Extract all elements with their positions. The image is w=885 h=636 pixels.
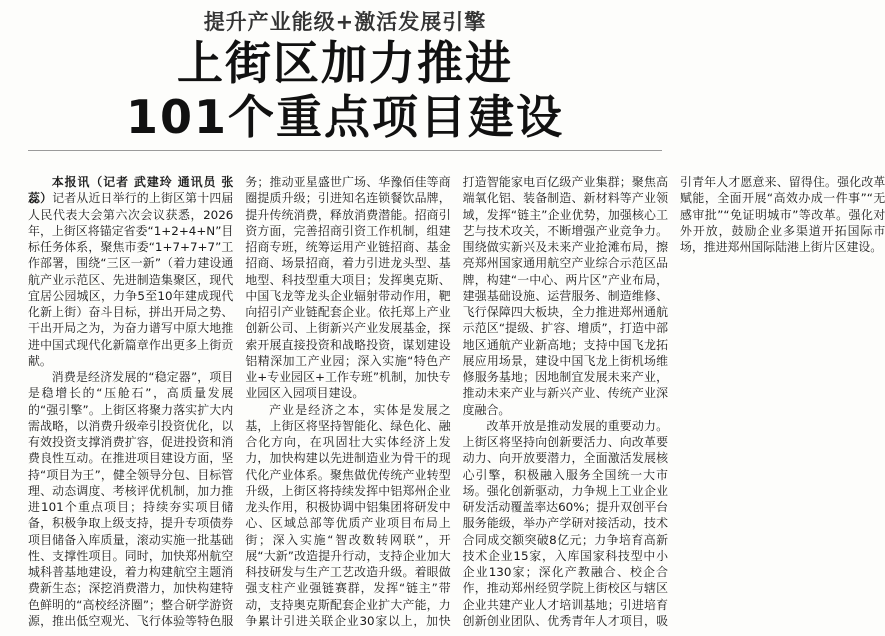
article-paragraph: 消费是经济发展的“稳定器”，项目是稳增长的“压舱石”，高质量发展的“强引擎”。上街区将聚力落实扩大内需战略，以消费升级牵引投资优化，以有效投资支撑消费扩容，促进投资和消费良性互动。在推进项目建设方面，坚持“项目为王”，健全领导分包、目标管理、动态调度、考核评优机制，加力推进101个重点项目；持续夯实项目储备，积极争取上级支持，提升专项债券项目储备入库质量，滚动实施一批基础性、支撑性项目。同时，加快郑州航空城科普基地建设，着力构建航空主题消费新生态；深挖消费潜力，加快构建特色鲜明的“高校经济圈”；整合研学游资源，推出低空观光、飞行体验等特色服务；推动亚星盛世广场、华豫佰佳等商圈提质升级；引进知名连锁餐饮品牌，提升传统消费，释放消费潜能。招商引资方面，完善招商引资工作机制，组建招商专班，统筹运用产业链招商、基金招商、场景招商，着力引进龙头型、基地型、科技型重大项目；发挥奥克斯、中国飞龙等龙头企业辐射带动作用，靶向招引产业链配套企业。依托郑上产业创新公司、上街新兴产业发展基金，探索开展直接投资和战略投资，谋划建设铝精深加工产业园；深入实施“特色产业+专业园区+工作专班”机制，加快专业园区入园项目建设。 (28, 175, 451, 628)
paragraph-text: 记者从近日举行的上街区第十四届人民代表大会第六次会议获悉，2026年，上街区将锚定省委“1+2+4+N”目标任务体系，聚焦市委“1+7+7+7”工作部署，围绕“三区一新”（着力建设通航产业示范区、先进制造集聚区，现代宜居公园城区，力争5至10年建成现代化新上街）奋斗目标，拼出开局之势、干出开局之为，为奋力谱写中原大地推进中国式现代化新篇章作出更多上街贡献。 (28, 191, 234, 368)
article-headline (0, 36, 690, 144)
article-paragraph: 产业是经济之本，实体是发展之基，上街区将坚持智能化、绿色化、融合化方向，在巩固壮大实体经济上发力，加快构建以先进制造业为骨干的现代化产业体系。聚焦做优传统产业转型升级，上街区将持续发挥中铝郑州企业龙头作用，积极协调中铝集团将研发中心、区域总部等优质产业项目布局上街；深入实施“智改数转网联”，开展“大新”改造提升行动，支持企业加大科技研发与生产工艺改造升级。着眼做强支柱产业强链赛群，发挥“链主”带动，支持奥克斯配套企业扩大产能，力争累计引进关联企业30家以上，加快打造智能家电百亿级产业集群；聚焦高端氧化铝、装备制造、新材料等产业领域，发挥“链主”企业优势，加强核心工艺与技术攻关，不断增强产业竞争力。围绕做实新兴及未来产业抢滩布局，擦亮郑州国家通用航空产业综合示范区品牌，构建“一中心、两片区”产业布局，建强基础设施、运营服务、制造维修、飞行保障四大板块，全力推进郑州通航示范区“提级、扩容、增质”，打造中部地区通航产业新高地；支持中国飞龙拓展应用场景，建设中国飞龙上街机场维修服务基地；因地制宜发展未来产业，推动未来产业与新兴产业、传统产业深度融合。 (245, 175, 668, 628)
article-paragraph (28, 174, 233, 369)
headline-line-1: 上街区加力推进 (177, 36, 513, 90)
article-paragraph: 改革开放是推动发展的重要动力。上街区将坚持向创新要活力、向改革要动力、向开放要潜力，全面激活发展核心引擎，积极融入服务全国统一大市场。强化创新驱动，力争规上工业企业研发活动覆盖率达60%；提升双创平台服务能级，举办产学研对接活动，技术合同成交额突破8亿元；力争培育高新技术企业15家，入库国家科技型中小企业130家；深化产教融合、校企合作，推动郑州经贸学院上街校区与辖区企业共建产业人才培训基地；引进培育创新创业团队、优秀青年人才项目，吸引青年人才愿意来、留得住。强化改革赋能，全面开展“高效办成一件事”“无感审批”“免证明城市”等改革。强化对外开放，鼓励企业多渠道开拓国际市场，推进郑州国际陆港上街片区建设。 (462, 175, 885, 628)
article-kicker: 提升产业能级+激活发展引擎 (203, 10, 487, 34)
headline-divider (28, 150, 662, 151)
article-byline: 本报讯（记者 武建玲 通讯员 张蕊） (28, 175, 234, 206)
article-body (28, 174, 885, 634)
headline-line-2: 101个重点项目建设 (125, 90, 565, 144)
